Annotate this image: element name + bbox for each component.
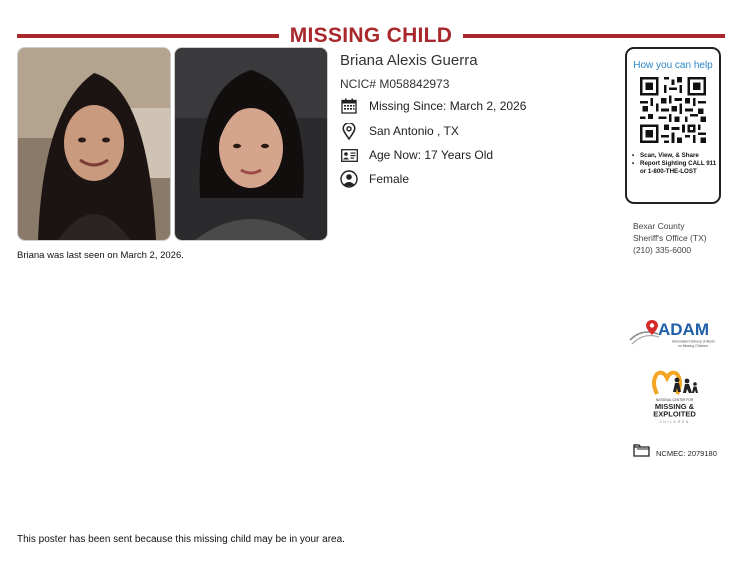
svg-text:ADAM: ADAM [658, 320, 709, 339]
age-text: Age Now: 17 Years Old [369, 148, 494, 162]
header-rule-left [17, 34, 279, 38]
help-item-report: • Report Sighting CALL 911 or 1-800-THE-LOST [632, 159, 717, 175]
person-icon [340, 170, 358, 188]
svg-text:CHILDREN: CHILDREN [659, 420, 690, 424]
calendar-icon [340, 97, 358, 115]
agency-phone: (210) 335-6000 [633, 245, 692, 256]
svg-text:Automated Delivery of Alerts: Automated Delivery of Alerts [672, 339, 715, 344]
location-row [340, 121, 459, 141]
sex-text: Female [369, 172, 410, 186]
agency-name-line1: Bexar County [633, 221, 685, 231]
missing-since-text: Missing Since: March 2, 2026 [369, 99, 527, 113]
map-pin-icon [340, 122, 358, 140]
page-title: MISSING CHILD [289, 24, 453, 47]
folder-icon [633, 444, 650, 462]
last-seen-text: Briana was last seen on March 2, 2026. [17, 250, 184, 261]
svg-text:EXPLOITED: EXPLOITED [653, 409, 696, 419]
sex-row [340, 169, 410, 189]
child-photo-1 [17, 47, 171, 241]
id-card-icon [340, 146, 358, 164]
age-row [340, 145, 494, 165]
location-text: San Antonio , TX [369, 124, 459, 138]
footer-note: This poster has been sent because this missing child may be in your area. [17, 534, 345, 545]
missing-since-row [340, 96, 527, 116]
ncic-number: NCIC# M058842973 [340, 77, 450, 91]
help-title: How you can help [633, 60, 713, 71]
help-list [632, 152, 718, 175]
header-rule-right [463, 34, 725, 38]
ncmec-id-text: NCMEC: 2079180 [656, 448, 717, 458]
svg-text:MISSING &: MISSING & [654, 402, 695, 411]
help-card [625, 47, 721, 204]
svg-text:on Missing Children: on Missing Children [678, 344, 708, 348]
ncmec-logo [647, 368, 702, 428]
ncmec-case-id [633, 446, 717, 460]
child-photo-2 [174, 47, 328, 241]
help-item-scan: • Scan, View, & Share [632, 152, 699, 159]
svg-text:NATIONAL CENTER FOR: NATIONAL CENTER FOR [655, 398, 694, 402]
qr-code-icon[interactable] [640, 77, 706, 143]
agency-contact [633, 220, 707, 256]
agency-name-line2: Sheriff's Office (TX) [633, 233, 707, 244]
adam-logo [628, 318, 722, 354]
child-name: Briana Alexis Guerra [340, 52, 478, 69]
